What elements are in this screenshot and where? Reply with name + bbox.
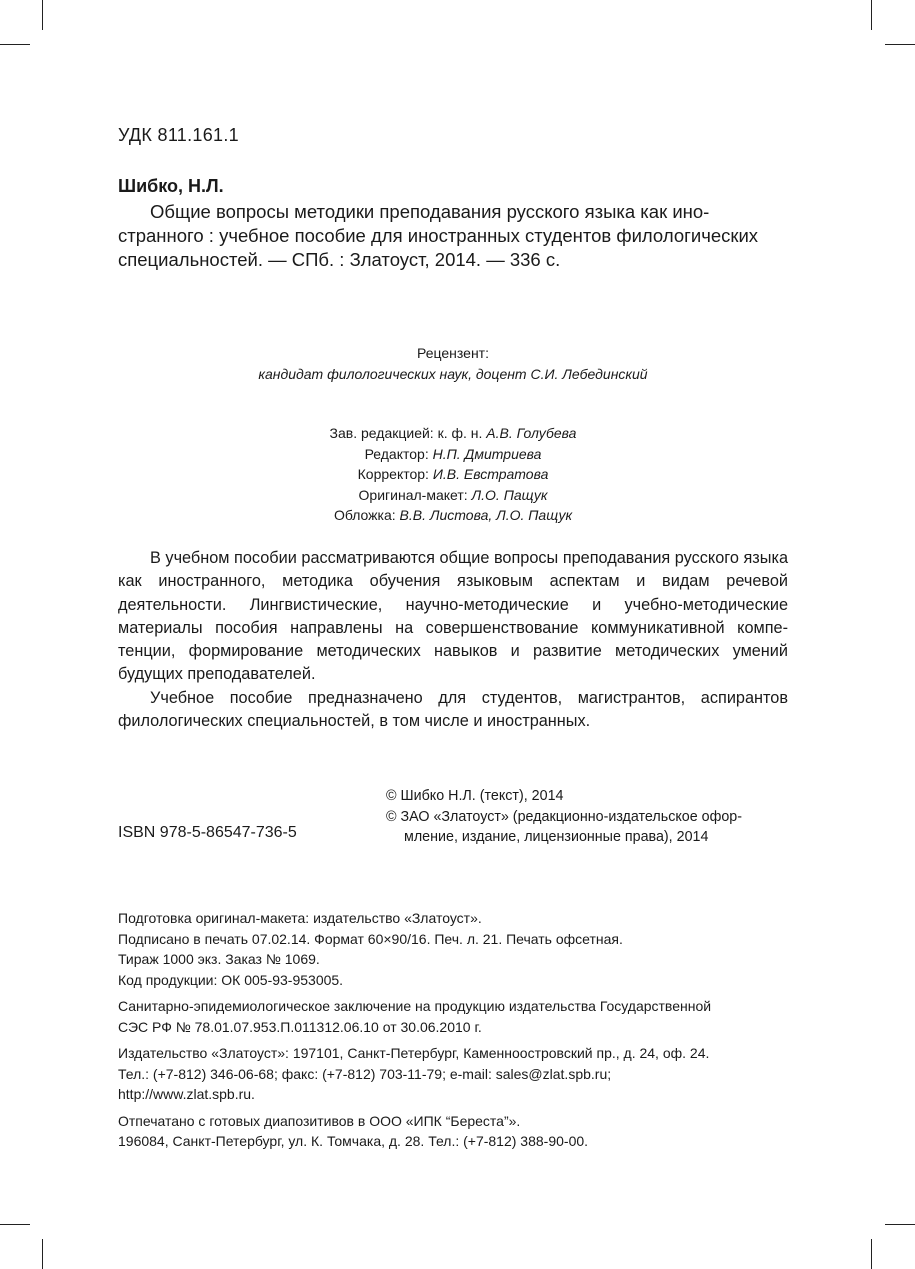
reviewer-block <box>118 343 788 385</box>
imprint-line: Санитарно-эпидемиологическое заключение на продукцию издательства Государственной <box>118 998 712 1014</box>
copyright-block <box>386 786 788 848</box>
staff-line: Зав. редакцией: к. ф. н. А.В. Голубева <box>329 425 577 441</box>
imprint-line: http://www.zlat.spb.ru. <box>118 1086 255 1102</box>
copyright-publisher: © ЗАО «Златоуст» (редакционно-издательское офор-мление, издание, лицензионные права), 2014 <box>386 808 743 845</box>
staff-line: Обложка: В.В. Листова, Л.О. Пащук <box>333 507 573 523</box>
imprint-line: СЭС РФ № 78.01.07.953.П.011312.06.10 от 30.06.2010 г. <box>118 1018 482 1035</box>
crop-mark-right-bottom <box>885 1224 915 1225</box>
crop-mark-left-top <box>0 44 30 45</box>
crop-mark-top-right <box>871 0 872 30</box>
crop-mark-bottom-left <box>42 1239 43 1269</box>
imprint-line: Издательство «Златоуст»: 197101, Санкт-Петербург, Каменноостровский пр., д. 24, оф. 24. <box>118 1045 710 1061</box>
staff-line: Редактор: Н.П. Дмитриева <box>364 445 542 462</box>
copyright-author: © Шибко Н.Л. (текст), 2014 <box>386 788 564 804</box>
imprint-line: 196084, Санкт-Петербург, ул. К. Томчака, д. 28. Тел.: (+7-812) 388-90-00. <box>118 1133 589 1149</box>
abstract <box>118 547 788 733</box>
staff-line: Корректор: И.В. Евстратова <box>357 466 549 482</box>
imprint-line: Тел.: (+7-812) 346-06-68; факс: (+7-812) 703-11-79; e-mail: sales@zlat.spb.ru; <box>118 1065 612 1082</box>
imprint-line: Подготовка оригинал-макета: издательство «Златоуст». <box>118 910 482 926</box>
editorial-staff <box>118 423 788 526</box>
udk-code: УДК 811.161.1 <box>118 125 239 145</box>
bibliographic-record <box>118 200 788 272</box>
bib-line-3: специальностей. — СПб. : Златоуст, 2014. — 336 с. <box>118 249 561 270</box>
abstract-paragraph-2: Учебное пособие предназначено для студентов, магистрантов, аспирантов филологических специальностей, в том числе и иностранных. <box>118 688 788 731</box>
crop-mark-top-left <box>42 0 43 30</box>
staff-line: Оригинал-макет: Л.О. Пащук <box>358 486 548 503</box>
imprint-line: Код продукции: ОК 005-93-953005. <box>118 971 344 988</box>
imprint-line: Тираж 1000 экз. Заказ № 1069. <box>118 951 320 967</box>
author-name: Шибко, Н.Л. <box>118 176 224 196</box>
crop-mark-bottom-right <box>871 1239 872 1269</box>
reviewer-name: кандидат филологических наук, доцент С.И. Лебединский <box>258 366 648 382</box>
imprint-publisher-contacts <box>118 1043 798 1105</box>
crop-mark-right-top <box>885 44 915 45</box>
isbn: ISBN 978-5-86547-736-5 <box>118 824 297 841</box>
crop-mark-left-bottom <box>0 1224 30 1225</box>
reviewer-label: Рецензент: <box>417 345 489 361</box>
imprint-printer <box>118 1111 798 1152</box>
imprint-sanitary <box>118 996 798 1037</box>
abstract-paragraph-1: В учебном пособии рассматриваются общие вопросы преподавания русского языка как иностранного, методика обучения языковым аспектам и видам речевой деятельности. Лингвистические, научно-методические и учебно-методические материалы пособия направлены на совершенствование коммуникативной компе-тенции, формирование методических навыков и развитие методических умений будущих преподавателей. <box>118 549 788 684</box>
imprint-line: Отпечатано с готовых диапозитивов в ООО «ИПК “Береста”». <box>118 1112 521 1129</box>
bib-line-2: странного : учебное пособие для иностранных студентов филологических <box>118 225 759 246</box>
imprint <box>118 908 798 1158</box>
imprint-line: Подписано в печать 07.02.14. Формат 60×90/16. Печ. л. 21. Печать офсетная. <box>118 930 623 947</box>
bib-line-1: Общие вопросы методики преподавания русского языка как ино- <box>150 201 710 222</box>
imprint-print-info <box>118 908 798 990</box>
